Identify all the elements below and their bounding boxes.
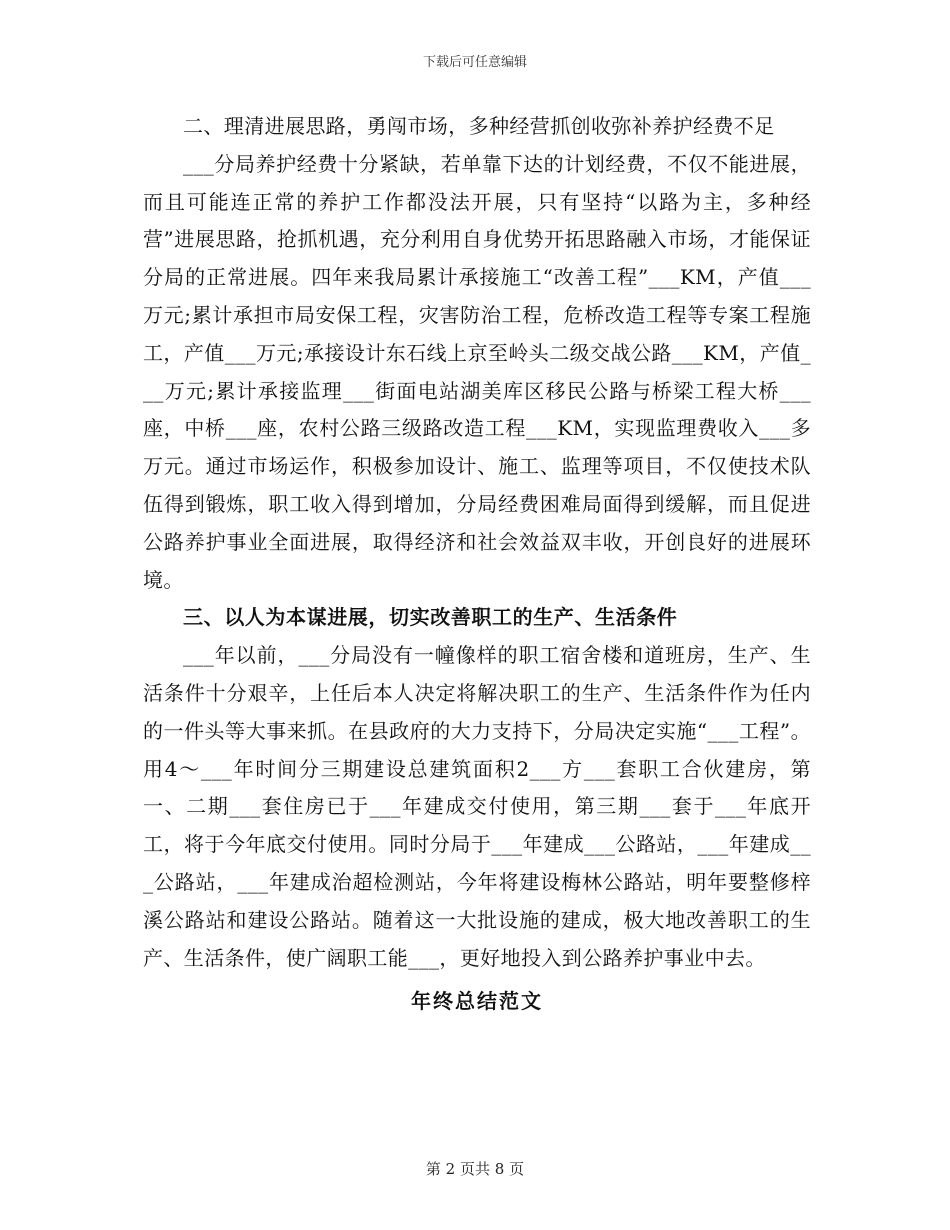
- document-body: [143, 108, 811, 1021]
- page-header: 下载后可任意编辑: [422, 55, 527, 70]
- document-title: 年终总结范文: [411, 989, 543, 1014]
- paragraph-2: ___年以前，___分局没有一幢像样的职工宿舍楼和道班房，生产、生活条件十分艰辛，上任后本人决定将解决职工的生产、生活条件作为任内的一件头等大事来抓。在县政府的大力支持下，分局决定实施“___工程”。用4～___年时间分三期建设总建筑面积2___方___套职工合伙建房，第一、二期___套住房已于___年建成交付使用，第三期___套于___年底开工，将于今年底交付使用。同时分局于___年建成___公路站，___年建成___公路站，___年建成治超检测站，今年将建设梅林公路站，明年要整修梓溪公路站和建设公路站。随着这一大批设施的建成，极大地改善职工的生产、生活条件，使广阔职工能___，更好地投入到公路养护事业中去。: [143, 643, 811, 970]
- page-number: 第 2 页共 8 页: [425, 1160, 525, 1178]
- paragraph-1: ___分局养护经费十分紧缺，若单靠下达的计划经费，不仅不能进展，而且可能连正常的养护工作都没法开展，只有坚持“以路为主，多种经营”进展思路，抢抓机遇，充分利用自身优势开拓思路融入市场，才能保证分局的正常进展。四年来我局累计承接施工“改善工程”___KM，产值___万元;累计承担市局安保工程，灾害防治工程，危桥改造工程等专案工程施工，产值___万元;承接设计东石线上京至岭头二级交战公路___KM，产值___万元;累计承接监理___街面电站湖美库区移民公路与桥梁工程大桥___座，中桥___座，农村公路三级路改造工程___KM，实现监理费收入___多万元。通过市场运作，积极参加设计、施工、监理等项目，不仅使技术队伍得到锻炼，职工收入得到增加，分局经费困难局面得到缓解，而且促进公路养护事业全面进展，取得经济和社会效益双丰收，开创良好的进展环境。: [143, 151, 811, 592]
- section-heading-2: 二、理清进展思路，勇闯市场，多种经营抓创收弥补养护经费不足: [183, 114, 775, 138]
- section-heading-3: 三、以人为本谋进展，切实改善职工的生产、生活条件: [183, 605, 678, 630]
